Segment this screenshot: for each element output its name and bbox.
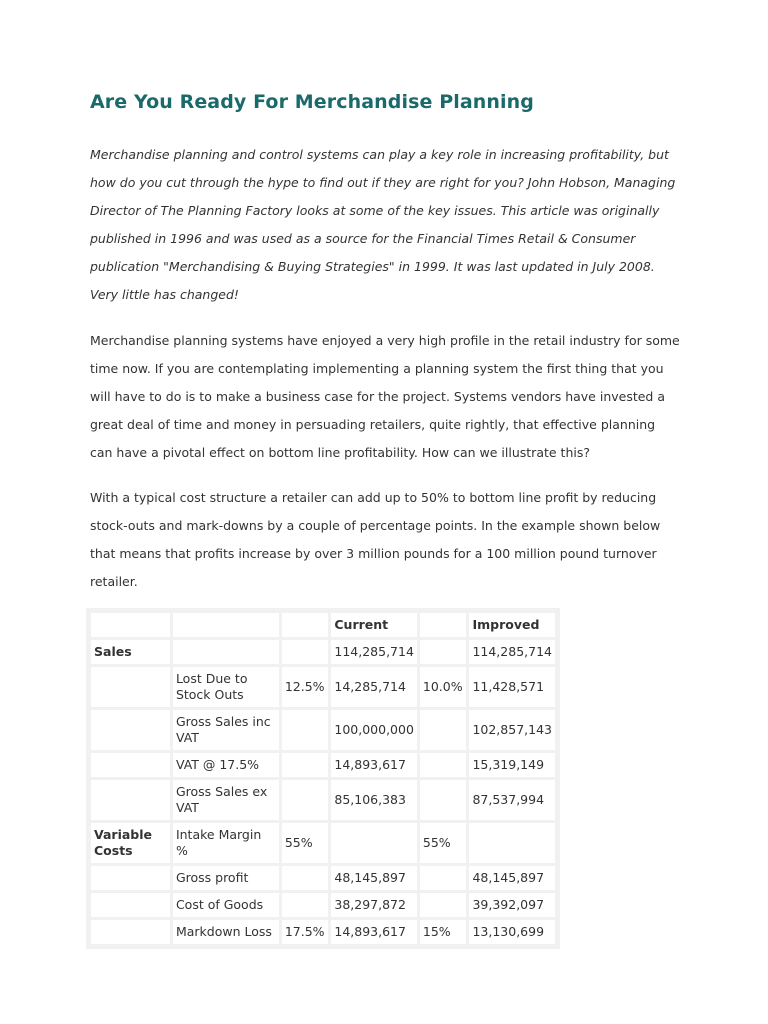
improved-pct <box>420 640 467 664</box>
row-label: VAT @ 17.5% <box>173 753 279 777</box>
intro-paragraph <box>90 141 690 309</box>
section-label <box>91 866 170 890</box>
current-pct: 17.5% <box>282 920 329 944</box>
body-paragraph-2 <box>90 484 690 596</box>
header-cell <box>420 613 467 637</box>
intro-line: Director of The Planning Factory looks at some of the key issues. This article was originally <box>90 203 660 218</box>
current-value: 14,893,617 <box>331 753 417 777</box>
current-value: 14,893,617 <box>331 920 417 944</box>
improved-value: 39,392,097 <box>469 893 555 917</box>
row-label <box>173 640 279 664</box>
row-label: Gross Sales ex VAT <box>173 780 279 820</box>
improved-pct <box>420 866 467 890</box>
current-pct <box>282 640 329 664</box>
profit-table <box>88 610 558 947</box>
improved-value: 114,285,714 <box>469 640 555 664</box>
section-label <box>91 893 170 917</box>
row-label: Gross profit <box>173 866 279 890</box>
table-row <box>91 710 555 750</box>
improved-value: 13,130,699 <box>469 920 555 944</box>
improved-value: 48,145,897 <box>469 866 555 890</box>
table-header-row <box>91 613 555 637</box>
current-value: 48,145,897 <box>331 866 417 890</box>
header-current: Current <box>331 613 417 637</box>
current-pct <box>282 710 329 750</box>
section-label <box>91 780 170 820</box>
body-line: that means that profits increase by over 3 million pounds for a 100 million pound turnover <box>90 546 657 561</box>
current-pct: 12.5% <box>282 667 329 707</box>
body-paragraph-1 <box>90 327 690 467</box>
improved-value: 15,319,149 <box>469 753 555 777</box>
table-row <box>91 920 555 944</box>
improved-pct <box>420 753 467 777</box>
header-improved: Improved <box>469 613 555 637</box>
improved-pct: 55% <box>420 823 467 863</box>
row-label: Gross Sales inc VAT <box>173 710 279 750</box>
current-value: 114,285,714 <box>331 640 417 664</box>
current-pct <box>282 866 329 890</box>
body-line: retailer. <box>90 574 138 589</box>
body-line: will have to do is to make a business case for the project. Systems vendors have invested a <box>90 389 665 404</box>
intro-line: published in 1996 and was used as a source for the Financial Times Retail & Consumer <box>90 231 636 246</box>
body-line: Merchandise planning systems have enjoyed a very high profile in the retail industry for some <box>90 333 680 348</box>
section-label: Sales <box>91 640 170 664</box>
current-pct: 55% <box>282 823 329 863</box>
row-label: Lost Due to Stock Outs <box>173 667 279 707</box>
row-label: Intake Margin % <box>173 823 279 863</box>
current-value: 14,285,714 <box>331 667 417 707</box>
table-row <box>91 780 555 820</box>
table-row <box>91 667 555 707</box>
intro-line: publication "Merchandising & Buying Strategies" in 1999. It was last updated in July 2008. <box>90 259 655 274</box>
improved-pct: 15% <box>420 920 467 944</box>
table-row <box>91 823 555 863</box>
body-line: great deal of time and money in persuading retailers, quite rightly, that effective planning <box>90 417 656 432</box>
current-value: 85,106,383 <box>331 780 417 820</box>
body-line: stock-outs and mark-downs by a couple of percentage points. In the example shown below <box>90 518 661 533</box>
section-label <box>91 753 170 777</box>
improved-pct <box>420 893 467 917</box>
current-pct <box>282 780 329 820</box>
improved-pct <box>420 710 467 750</box>
intro-line: how do you cut through the hype to find out if they are right for you? John Hobson, Managing <box>90 175 676 190</box>
improved-value: 11,428,571 <box>469 667 555 707</box>
table-row <box>91 640 555 664</box>
table-row <box>91 893 555 917</box>
current-pct <box>282 893 329 917</box>
article-title: Are You Ready For Merchandise Planning <box>90 91 534 113</box>
improved-value: 102,857,143 <box>469 710 555 750</box>
improved-value: 87,537,994 <box>469 780 555 820</box>
improved-pct <box>420 780 467 820</box>
table-row <box>91 753 555 777</box>
header-cell <box>173 613 279 637</box>
body-line: can have a pivotal effect on bottom line profitability. How can we illustrate this? <box>90 445 590 460</box>
current-value: 100,000,000 <box>331 710 417 750</box>
section-label: Variable Costs <box>91 823 170 863</box>
improved-value <box>469 823 555 863</box>
current-value: 38,297,872 <box>331 893 417 917</box>
header-cell <box>91 613 170 637</box>
improved-pct: 10.0% <box>420 667 467 707</box>
body-line: With a typical cost structure a retailer can add up to 50% to bottom line profit by reducing <box>90 490 657 505</box>
row-label: Cost of Goods <box>173 893 279 917</box>
intro-line: Merchandise planning and control systems can play a key role in increasing profitability, but <box>90 147 669 162</box>
profit-table-container <box>86 608 560 949</box>
row-label: Markdown Loss <box>173 920 279 944</box>
table-row <box>91 866 555 890</box>
header-cell <box>282 613 329 637</box>
intro-line: Very little has changed! <box>90 287 239 302</box>
body-line: time now. If you are contemplating implementing a planning system the first thing that you <box>90 361 664 376</box>
current-value <box>331 823 417 863</box>
section-label <box>91 920 170 944</box>
section-label <box>91 667 170 707</box>
current-pct <box>282 753 329 777</box>
section-label <box>91 710 170 750</box>
